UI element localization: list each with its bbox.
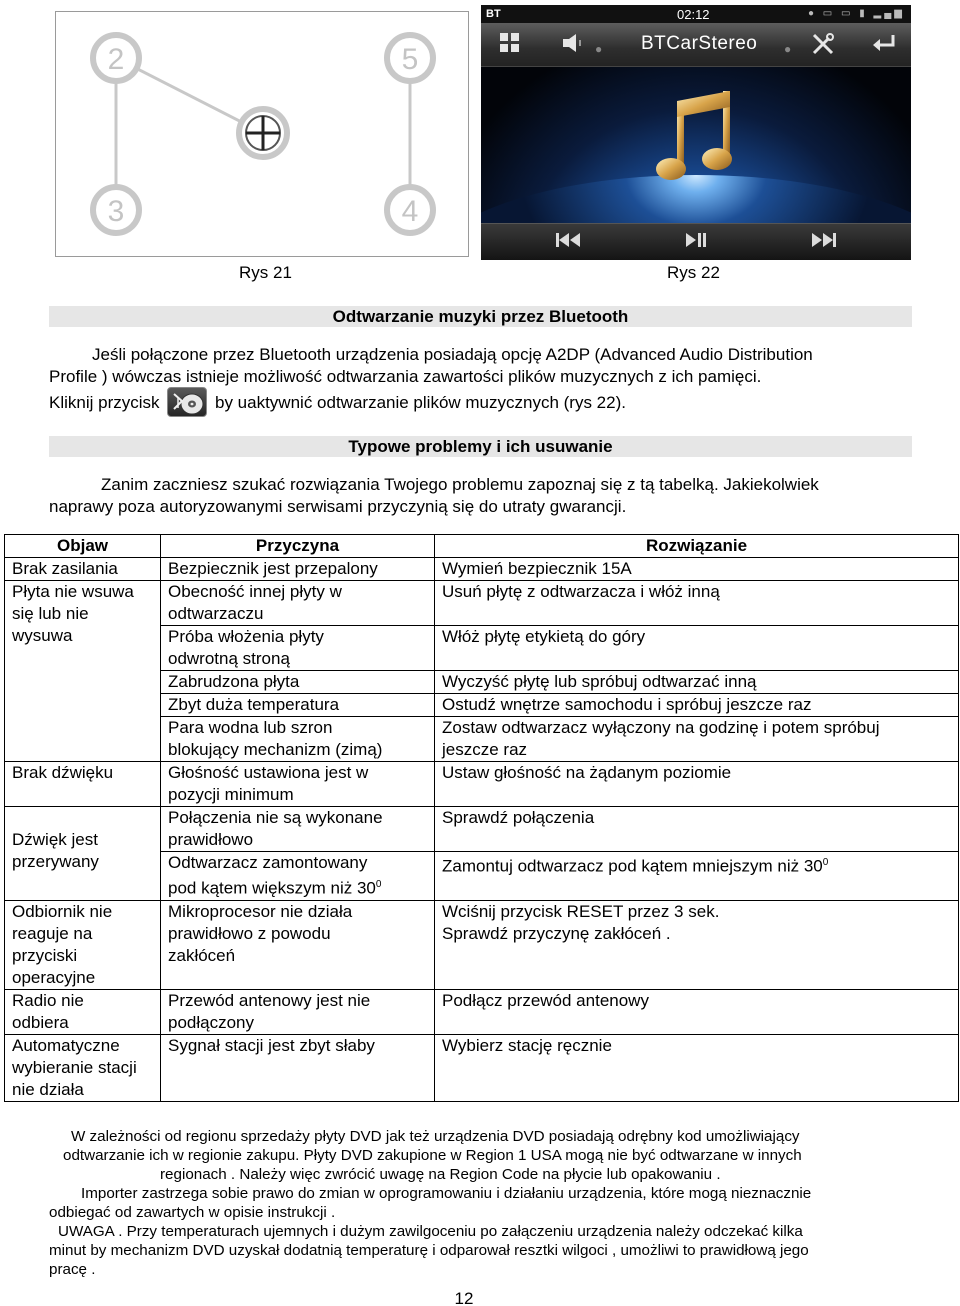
playback-controls: [481, 223, 911, 260]
screen-title: BTCarStereo: [641, 33, 758, 54]
cell-text: Brak zasilania: [12, 559, 118, 578]
figure-21: [55, 11, 469, 257]
cell-text: odwrotną stroną: [168, 649, 290, 668]
solution-cell: [435, 717, 959, 762]
cell-text: wybieranie stacji: [12, 1057, 137, 1077]
cause-cell: [161, 558, 435, 581]
cell-text: Ostudź wnętrze samochodu i spróbuj jeszcze raz: [442, 695, 812, 714]
status-clock: 02:12: [677, 7, 710, 22]
cell-text: prawidłowo z powodu: [168, 923, 331, 943]
cell-text: jeszcze raz: [442, 740, 528, 759]
cell-text: Włóż płytę etykietą do góry: [442, 627, 646, 646]
cell-text: Obecność innej płyty w: [168, 582, 342, 601]
pattern-diagram: [56, 12, 470, 258]
column-header-cause: Przyczyna: [161, 535, 435, 558]
node-2-label: 2: [107, 43, 125, 76]
cell-text: nie działa: [12, 1079, 84, 1099]
cell-text: prawidłowo: [168, 830, 254, 849]
cell-text: Automatyczne: [12, 1035, 120, 1055]
symptom-cell: [5, 558, 161, 581]
music-note-icon: [651, 87, 741, 197]
cell-text: operacyjne: [12, 967, 96, 987]
cause-cell: [161, 581, 435, 626]
cell-text: Przewód antenowy jest nie: [168, 990, 371, 1010]
cell-text: Para wodna lub szron: [168, 718, 333, 737]
degree-superscript: 0: [375, 879, 382, 890]
footer-line: minut by mechanizm DVD uzyskał dodatnią temperaturę i odparował resztki wilgoci , umożliwi to prawidłową jego: [49, 1242, 809, 1259]
status-icons: ● ▭ ▭ ▮ ▂▄▆: [807, 8, 905, 19]
cause-cell: [161, 626, 435, 671]
symptom-cell: [5, 1034, 161, 1101]
center-cross-node: [239, 109, 287, 157]
table-header-row: [5, 535, 959, 558]
table-row: [5, 989, 959, 1034]
column-header-symptom: Objaw: [5, 535, 161, 558]
cause-cell: [161, 717, 435, 762]
solution-cell: [435, 762, 959, 807]
cell-text: wysuwa: [12, 626, 73, 645]
column-header-solution: Rozwiązanie: [435, 535, 959, 558]
footer-notes: [49, 1127, 919, 1279]
bt-paragraph-line: Jeśli połączone przez Bluetooth urządzenia posiadają opcję A2DP (Advanced Audio Distribution: [92, 345, 813, 364]
table-row: [5, 900, 959, 989]
skip-previous-icon[interactable]: [555, 231, 581, 254]
cell-text: Wyczyść płytę lub spróbuj odtwarzać inną: [442, 672, 757, 691]
skip-next-icon[interactable]: [811, 231, 837, 254]
bt-indicator: BT: [486, 8, 501, 20]
cell-text: podłączony: [168, 1012, 255, 1032]
node-4-label: 4: [401, 195, 419, 228]
cell-text: Sprawdź przyczynę zakłóceń .: [442, 923, 671, 943]
bt-paragraph-line: [49, 388, 919, 418]
cause-cell: [161, 807, 435, 852]
play-pause-icon[interactable]: [684, 231, 708, 254]
figure-22-bt-screen: [481, 5, 911, 260]
footer-line: UWAGA . Przy temperaturach ujemnych i dużym zawilgoceniu po załączeniu urządzenia należy odczekać kilka: [58, 1223, 803, 1240]
cell-text: Usuń płytę z odtwarzacza i włóż inną: [442, 582, 720, 601]
cell-text: Odbiornik nie: [12, 901, 113, 921]
screen-toolbar: [481, 23, 911, 67]
solution-cell: [435, 558, 959, 581]
footer-line: odtwarzanie ich w regionie zakupu. Płyty DVD zakupione w Region 1 USA mogą nie być odtwarzane w innych: [63, 1147, 802, 1164]
dot-icon: ●: [595, 42, 603, 56]
node-3-label: 3: [107, 195, 125, 228]
cell-text: Sprawdź połączenia: [442, 808, 595, 827]
bt-line3-after: by uaktywnić odtwarzanie plików muzycznych (rys 22).: [215, 393, 626, 412]
cell-text: Radio nie: [12, 990, 84, 1010]
cause-cell: [161, 1034, 435, 1101]
tools-icon[interactable]: [811, 32, 835, 61]
footer-line: regionach . Należy więc zwrócić uwagę na Region Code na płycie lub opakowaniu .: [160, 1166, 721, 1183]
table-row: [5, 581, 959, 626]
solution-cell: [435, 694, 959, 717]
cell-text: zakłóceń: [168, 945, 236, 965]
cell-text: Podłącz przewód antenowy: [442, 990, 649, 1010]
cause-cell: [161, 989, 435, 1034]
cell-text: Płyta nie wsuwa: [12, 582, 134, 601]
cell-text: Mikroprocesor nie działa: [168, 901, 353, 921]
cell-text: się lub nie: [12, 604, 89, 623]
symptom-cell: [5, 807, 161, 901]
section-heading-bt: Odtwarzanie muzyki przez Bluetooth: [49, 306, 912, 327]
figure-22-caption: Rys 22: [667, 263, 720, 282]
node-5-label: 5: [401, 43, 419, 76]
symptom-cell: [5, 581, 161, 762]
cell-text: Dźwięk jest: [12, 830, 98, 849]
cell-text-part: pod kątem większym niż 30: [168, 878, 376, 898]
cell-text: Wciśnij przycisk RESET przez 3 sek.: [442, 901, 720, 921]
table-row: [5, 807, 959, 852]
grid-menu-icon[interactable]: [499, 32, 521, 59]
bt-paragraph: [49, 344, 919, 418]
cell-text: Głośność ustawiona jest w: [168, 763, 369, 782]
cell-text: Wymień bezpiecznik 15A: [442, 559, 632, 578]
cause-cell: [161, 762, 435, 807]
table-row: [5, 1034, 959, 1101]
cell-text: blokujący mechanizm (zimą): [168, 740, 383, 759]
footer-line: W zależności od regionu sprzedaży płyty DVD jak też urządzenia DVD posiadają odrębny kod umożliwiający: [71, 1128, 800, 1145]
cell-text: Zostaw odtwarzacz wyłączony na godzinę i potem spróbuj: [442, 718, 880, 737]
speaker-icon[interactable]: [561, 32, 585, 59]
intro-line: naprawy poza autoryzowanymi serwisami przyczynią się do utraty gwarancji.: [49, 497, 627, 516]
intro-line: Zanim zaczniesz szukać rozwiązania Twojego problemu zapoznaj się z tą tabelką. Jakiekolwiek: [101, 475, 819, 494]
symptom-cell: [5, 900, 161, 989]
symptom-cell: [5, 989, 161, 1034]
footer-line: odbiegać od zawartych w opisie instrukcji .: [49, 1204, 336, 1221]
troubleshooting-intro: [49, 474, 919, 518]
node-3: [93, 187, 139, 233]
cause-cell: [161, 900, 435, 989]
cell-text: Odtwarzacz zamontowany: [168, 853, 368, 872]
symptom-cell: [5, 762, 161, 807]
solution-cell: [435, 807, 959, 852]
cell-text: Brak dźwięku: [12, 763, 114, 782]
back-arrow-icon[interactable]: [871, 32, 897, 59]
status-bar: [481, 5, 911, 23]
cell-text: Wybierz stację ręcznie: [442, 1035, 612, 1055]
cause-cell: [161, 852, 435, 901]
cell-text: pozycji minimum: [168, 785, 294, 804]
solution-cell: [435, 1034, 959, 1101]
cell-text: przyciski: [12, 945, 78, 965]
section-heading-troubleshooting: Typowe problemy i ich usuwanie: [49, 436, 912, 457]
cell-text: odtwarzaczu: [168, 604, 264, 623]
cause-cell: [161, 694, 435, 717]
cell-text: Połączenia nie są wykonane: [168, 808, 383, 827]
bt-paragraph-line: Profile ) wówczas istnieje możliwość odtwarzania zawartości plików muzycznych z ich pamięci.: [49, 367, 762, 386]
cell-text: Zbyt duża temperatura: [168, 695, 340, 714]
bt-line3-before: Kliknij przycisk: [49, 393, 160, 412]
cell-text: przerywany: [12, 852, 99, 871]
dot-icon: ●: [784, 42, 792, 56]
solution-cell: [435, 671, 959, 694]
troubleshooting-table: [4, 534, 959, 1102]
solution-cell: [435, 626, 959, 671]
table-row: [5, 762, 959, 807]
node-5: [387, 35, 433, 81]
footer-line: pracę .: [49, 1261, 96, 1278]
cell-text: Sygnał stacji jest zbyt słaby: [168, 1035, 375, 1055]
node-4: [387, 187, 433, 233]
bt-music-button-icon: [167, 387, 207, 417]
cell-text: [442, 852, 951, 878]
footer-line: Importer zastrzega sobie prawo do zmian w oprogramowaniu i działaniu urządzenia, które mogą nieznacznie: [81, 1185, 812, 1202]
cell-text: odbiera: [12, 1012, 69, 1032]
cell-text: Próba włożenia płyty: [168, 627, 324, 646]
page-number: 12: [454, 1289, 474, 1306]
cause-cell: [161, 671, 435, 694]
figure-21-caption: Rys 21: [239, 263, 292, 282]
cell-text: Zabrudzona płyta: [168, 672, 300, 691]
solution-cell: [435, 852, 959, 901]
music-visual: [481, 67, 911, 223]
cell-text-part: Zamontuj odtwarzacz pod kątem mniejszym niż 30: [442, 856, 823, 876]
cell-text: [168, 874, 427, 900]
cell-text: reaguje na: [12, 923, 93, 943]
degree-superscript: 0: [822, 857, 829, 868]
node-2: [93, 35, 139, 81]
solution-cell: [435, 900, 959, 989]
solution-cell: [435, 581, 959, 626]
cell-text: Bezpiecznik jest przepalony: [168, 559, 378, 578]
cell-text: Ustaw głośność na żądanym poziomie: [442, 763, 732, 782]
solution-cell: [435, 989, 959, 1034]
table-row: [5, 558, 959, 581]
